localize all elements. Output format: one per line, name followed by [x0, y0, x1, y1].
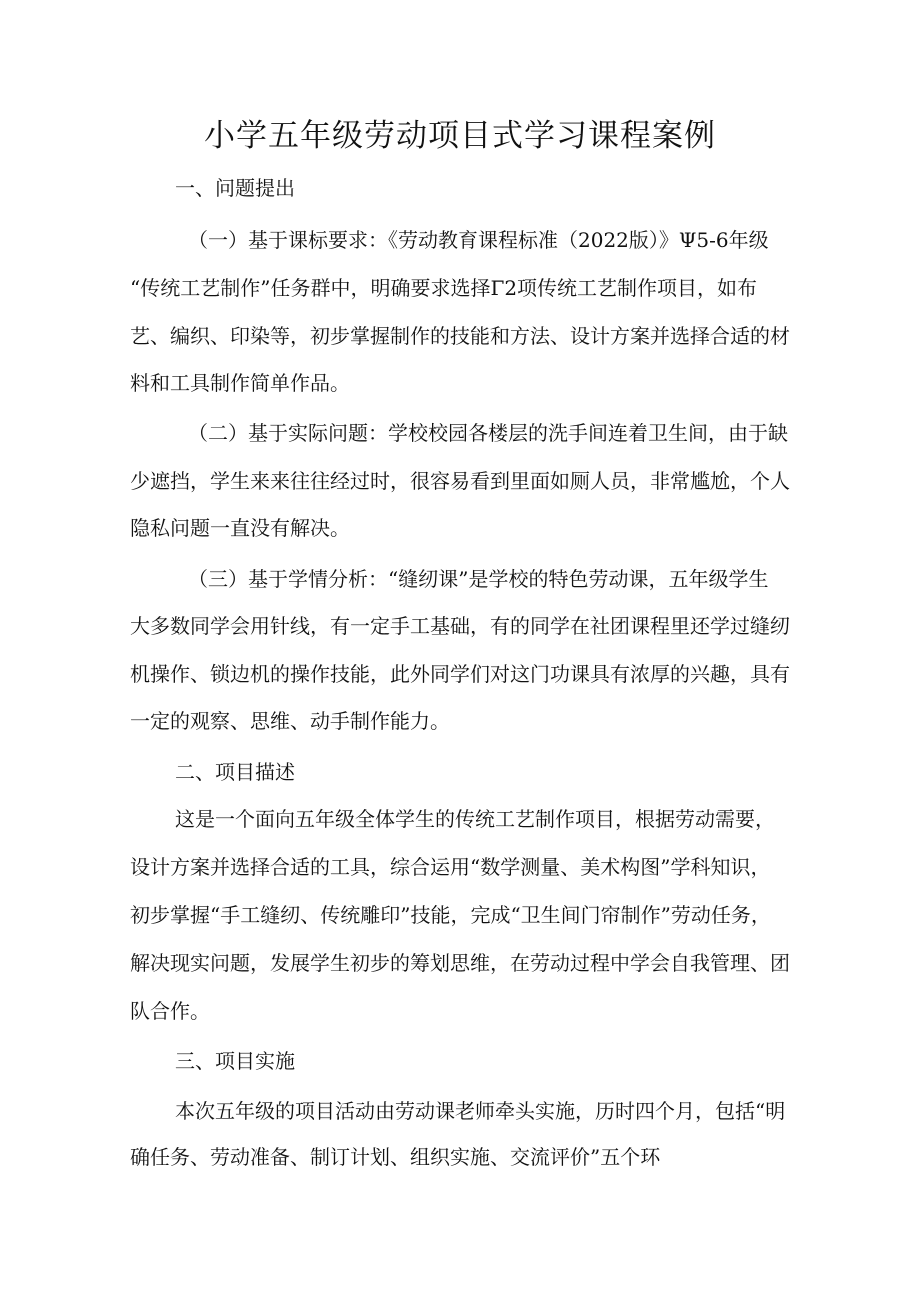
- section-heading-implementation: 三、项目实施: [175, 1049, 295, 1073]
- text-line: 大多数同学会用针线，有一定手工基础，有的同学在社团课程里还学过缝纫: [130, 614, 790, 638]
- text-line: 料和工具制作简单作品。: [130, 371, 350, 395]
- text-line: 机操作、锁边机的操作技能，此外同学们对这门功课具有浓厚的兴趣，具有: [130, 662, 790, 686]
- document-title: 小学五年级劳动项目式学习课程案例: [204, 118, 716, 154]
- text-line: （三）基于学情分析：“缝纫课”是学校的特色劳动课，五年级学生: [188, 567, 769, 591]
- text-line: 本次五年级的项目活动由劳动课老师牵头实施，历时四个月，包括“明: [175, 1099, 786, 1123]
- text-line: 解决现实问题，发展学生初步的筹划思维，在劳动过程中学会自我管理、团: [130, 951, 790, 975]
- text-line: 确任务、劳动准备、制订计划、组织实施、交流评价”五个环: [130, 1145, 661, 1169]
- text-line: （二）基于实际问题：学校校园各楼层的洗手间连着卫生间，由于缺: [188, 421, 788, 445]
- text-line: 这是一个面向五年级全体学生的传统工艺制作项目，根据劳动需要，: [175, 807, 775, 831]
- text-line: 一定的观察、思维、动手制作能力。: [130, 709, 450, 733]
- text-line: 少遮挡，学生来来往往经过时，很容易看到里面如厕人员，非常尴尬，个人: [130, 469, 790, 493]
- text-line: 艺、编织、印染等，初步掌握制作的技能和方法、设计方案并选择合适的材: [130, 324, 790, 348]
- text-line: 设计方案并选择合适的工具，综合运用“数学测量、美术构图”学科知识，: [130, 855, 771, 879]
- text-line: “传统工艺制作”任务群中，明确要求选择Γ2项传统工艺制作项目，如布: [130, 276, 758, 300]
- text-line: （一）基于课标要求：《劳动教育课程标准（2022版）》Ψ5-6年级: [188, 228, 769, 252]
- text-line: 隐私问题一直没有解决。: [130, 516, 350, 540]
- text-line: 初步掌握“手工缝纫、传统雕印”技能，完成“卫生间门帘制作”劳动任务，: [130, 903, 771, 927]
- section-heading-description: 二、项目描述: [175, 760, 295, 784]
- section-heading-problem: 一、问题提出: [175, 176, 295, 200]
- text-line: 队合作。: [130, 999, 210, 1023]
